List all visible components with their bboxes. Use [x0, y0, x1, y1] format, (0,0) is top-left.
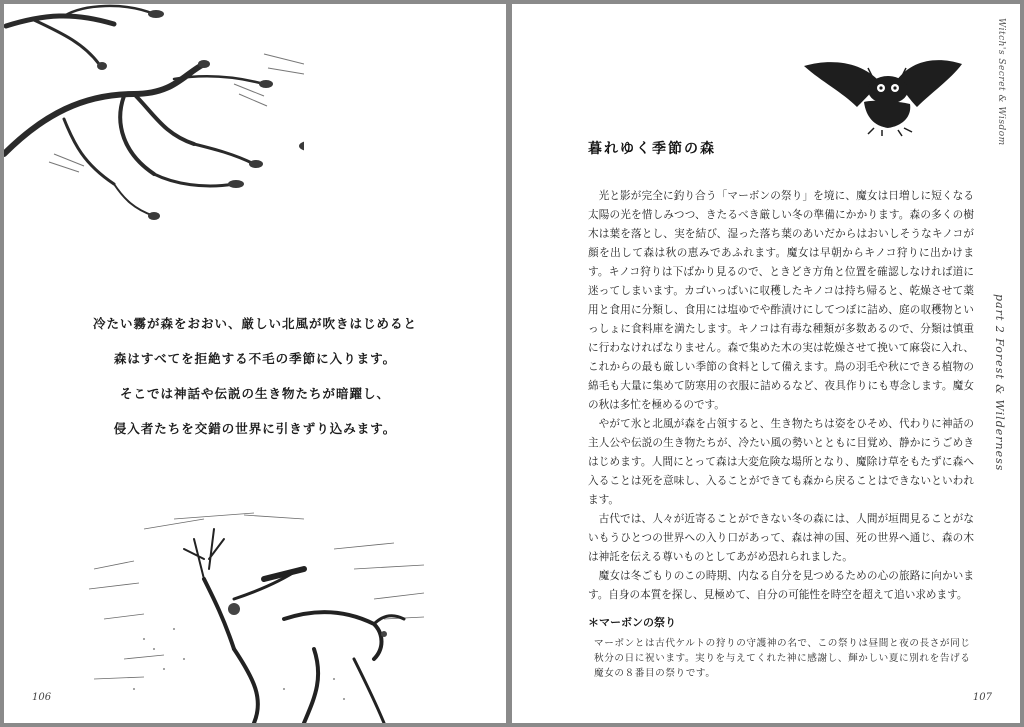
tree-branch-illustration [4, 4, 304, 224]
poem-line: 冷たい霧が森をおおい、厳しい北風が吹きはじめると [92, 316, 417, 331]
article-body [588, 187, 974, 605]
right-page [512, 4, 1020, 723]
poem-block [4, 314, 506, 454]
page-number: 106 [32, 692, 52, 703]
paragraph: 魔女は冬ごもりのこの時期、内なる自分を見つめるための心の旅路に向かいます。自身の本質を探し、見極めて、自分の可能性を時空を超えて追い求めます。 [588, 570, 974, 601]
mythical-rider-illustration [84, 509, 434, 723]
footnote-heading: ＊マーボンの祭り [588, 616, 676, 629]
paragraph: やがて氷と北風が森を占領すると、生き物たちは姿をひそめ、代わりに神話の主人公や伝説の生き物たちが、冷たい風の勢いとともに目覚め、静かにうごめきはじめます。人間にとって森は大変危険な場所となり、魔除け草をもたずに森へ入ることは死を意味し、入ることができても森から戻ることはできないといわれます。 [588, 418, 974, 506]
owl-illustration [802, 52, 967, 137]
left-page [4, 4, 506, 723]
page-number: 107 [972, 692, 992, 703]
running-header: Witch's Secret & Wisdom [996, 18, 1006, 146]
section-label: part 2 Forest & Wilderness [993, 294, 1006, 472]
footnote-text: マーボンとは古代ケルトの狩りの守護神の名で、この祭りは昼間と夜の長さが同じ秋分の日に祝います。実りを与えてくれた神に感謝し、輝かしい夏に別れを告げる魔女の８番目の祭りです。 [594, 638, 971, 679]
poem-line: 侵入者たちを交錯の世界に引きずり込みます。 [113, 421, 397, 436]
poem-line: そこでは神話や伝説の生き物たちが暗躍し、 [119, 386, 390, 401]
section-title: 暮れゆく季節の森 [588, 141, 716, 157]
paragraph: 古代では、人々が近寄ることができない冬の森には、人間が垣間見ることがないもうひとつの世界への入り口があって、森は神の国、死の世界へ通じ、森の木は神託を伝える尊いものとしてあがめ恐れられました。 [588, 513, 974, 563]
paragraph: 光と影が完全に釣り合う「マーボンの祭り」を境に、魔女は日増しに短くなる太陽の光を惜しみつつ、きたるべき厳しい冬の準備にかかります。森の多くの樹木は葉を落とし、実を結び、湿った落ち葉のあいだからはおいしそうなキノコが顔を出して森は秋の恵みであふれます。魔女は早朝からキノコ狩りに出かけます。キノコ狩りは下ばかり見るので、ときどき方角と位置を確認しなければ道に迷ってしまいます。カゴいっぱいに収穫したキノコは持ち帰ると、乾燥させて薬用と食用に分類し、食用には塩ゆでや酢漬けにしてつぼに詰め、庭の収穫物といっしょに食料庫を満たします。キノコは有毒な種類が多数あるので、分類は慎重に行わなければなりません。森で集めた木の実は乾燥させて挽いて麻袋に入れ、これからの最も厳しい季節の食料として備えます。鳥の羽毛や秋にできる植物の綿毛も大量に集めて防寒用の衣服に詰めるなど、夜具作りにも専念します。魔女の秋は多忙を極めるのです。 [588, 190, 974, 411]
poem-line: 森はすべてを拒絶する不毛の季節に入ります。 [113, 351, 397, 366]
